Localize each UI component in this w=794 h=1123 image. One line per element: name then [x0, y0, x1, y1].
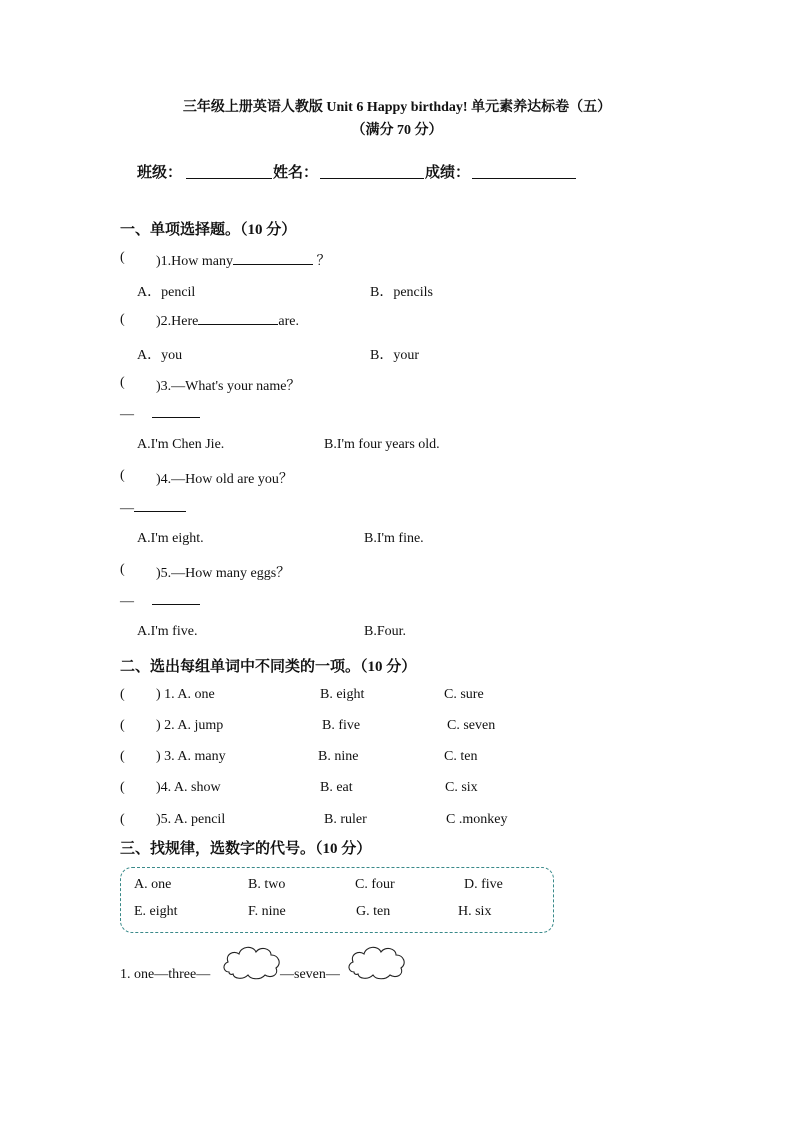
- word-bank-option-e: E. eight: [134, 904, 178, 919]
- q2-paren: (: [120, 312, 125, 327]
- q3-answer-line: [120, 405, 200, 423]
- s2-row5-paren: (: [120, 812, 125, 827]
- q4-stem: )4.—How old are you？: [156, 472, 293, 487]
- class-field[interactable]: [186, 164, 272, 179]
- word-bank-option-c: C. four: [355, 877, 395, 892]
- q2-stem: [156, 312, 299, 330]
- s2-row5-c[interactable]: C .monkey: [446, 812, 508, 827]
- q2-option-b[interactable]: B．your: [370, 348, 419, 363]
- section2-heading: 二、选出每组单词中不同类的一项。（10 分）: [120, 659, 417, 675]
- s2-row1-c[interactable]: C. sure: [444, 687, 484, 702]
- q2-text: )2.Here: [156, 314, 199, 329]
- page-title: 三年级上册英语人教版 Unit 6 Happy birthday! 单元素养达标卷（五）: [182, 100, 612, 115]
- q1-blank[interactable]: [233, 252, 313, 265]
- s2-row4-a[interactable]: )4. A. show: [156, 780, 221, 795]
- section1-heading: 一、单项选择题。（10 分）: [120, 222, 297, 238]
- s2-row3-a[interactable]: ) 3. A. many: [156, 749, 226, 764]
- q3-option-a[interactable]: A.I'm Chen Jie.: [137, 437, 225, 452]
- word-bank-option-b: B. two: [248, 877, 286, 892]
- q1-option-a[interactable]: A．pencil: [137, 285, 196, 300]
- name-field[interactable]: [320, 164, 424, 179]
- q5-stem: )5.—How many eggs？: [156, 566, 291, 581]
- s2-row3-b[interactable]: B. nine: [318, 749, 359, 764]
- class-label: 班级：: [137, 165, 183, 181]
- q3-stem: )3.—What's your name？: [156, 379, 301, 394]
- s2-row1-b[interactable]: B. eight: [320, 687, 365, 702]
- q4-option-a[interactable]: A.I'm eight.: [137, 531, 204, 546]
- word-bank-option-d: D. five: [464, 877, 503, 892]
- q4-dash: —: [120, 501, 134, 516]
- page-subtitle: （满分 70 分）: [351, 123, 443, 138]
- q4-paren: (: [120, 468, 125, 483]
- q3-paren: (: [120, 375, 125, 390]
- q2-end: are.: [278, 314, 299, 329]
- q5-paren: (: [120, 562, 125, 577]
- q3-dash: —: [120, 407, 134, 422]
- q5-dash: —: [120, 594, 134, 609]
- q1-end: ？: [316, 254, 331, 269]
- s3-q1-part1: 1. one—three—: [120, 967, 211, 982]
- q2-option-a[interactable]: A．you: [137, 348, 183, 363]
- section3-heading: 三、找规律，选数字的代号。（10 分）: [120, 841, 372, 857]
- q2-blank[interactable]: [198, 312, 278, 325]
- s2-row3-c[interactable]: C. ten: [444, 749, 478, 764]
- q3-option-b[interactable]: B.I'm four years old.: [324, 437, 440, 452]
- s2-row1-paren: (: [120, 687, 125, 702]
- s2-row5-b[interactable]: B. ruler: [324, 812, 367, 827]
- q5-option-a[interactable]: A.I'm five.: [137, 624, 198, 639]
- s2-row4-paren: (: [120, 780, 125, 795]
- q4-option-b[interactable]: B.I'm fine.: [364, 531, 424, 546]
- s2-row4-c[interactable]: C. six: [445, 780, 478, 795]
- q1-paren: (: [120, 250, 125, 265]
- q4-answer-line: [120, 499, 186, 517]
- s2-row1-a[interactable]: ) 1. A. one: [156, 687, 215, 702]
- score-field[interactable]: [472, 164, 576, 179]
- s2-row2-c[interactable]: C. seven: [447, 718, 496, 733]
- q5-answer-line: [120, 592, 200, 610]
- s2-row2-b[interactable]: B. five: [322, 718, 361, 733]
- s2-row3-paren: (: [120, 749, 125, 764]
- name-label: 姓名：: [273, 165, 319, 181]
- s2-row4-b[interactable]: B. eat: [320, 780, 353, 795]
- q1-stem: [156, 250, 331, 270]
- q1-option-b[interactable]: B．pencils: [370, 285, 433, 300]
- word-bank-option-h: H. six: [458, 904, 492, 919]
- cloud-answer-slot-2[interactable]: [346, 942, 408, 982]
- word-bank-option-a: A. one: [134, 877, 172, 892]
- s2-row2-a[interactable]: ) 2. A. jump: [156, 718, 224, 733]
- q3-blank[interactable]: [152, 405, 200, 418]
- q5-blank[interactable]: [152, 592, 200, 605]
- word-bank-option-f: F. nine: [248, 904, 286, 919]
- word-bank-option-g: G. ten: [356, 904, 391, 919]
- q1-text: )1.How many: [156, 254, 233, 269]
- cloud-answer-slot-1[interactable]: [221, 942, 283, 982]
- q4-blank[interactable]: [134, 499, 186, 512]
- q5-option-b[interactable]: B.Four.: [364, 624, 407, 639]
- s3-q1-part2: —seven—: [280, 967, 340, 982]
- s2-row5-a[interactable]: )5. A. pencil: [156, 812, 226, 827]
- score-label: 成绩：: [425, 165, 471, 181]
- s2-row2-paren: (: [120, 718, 125, 733]
